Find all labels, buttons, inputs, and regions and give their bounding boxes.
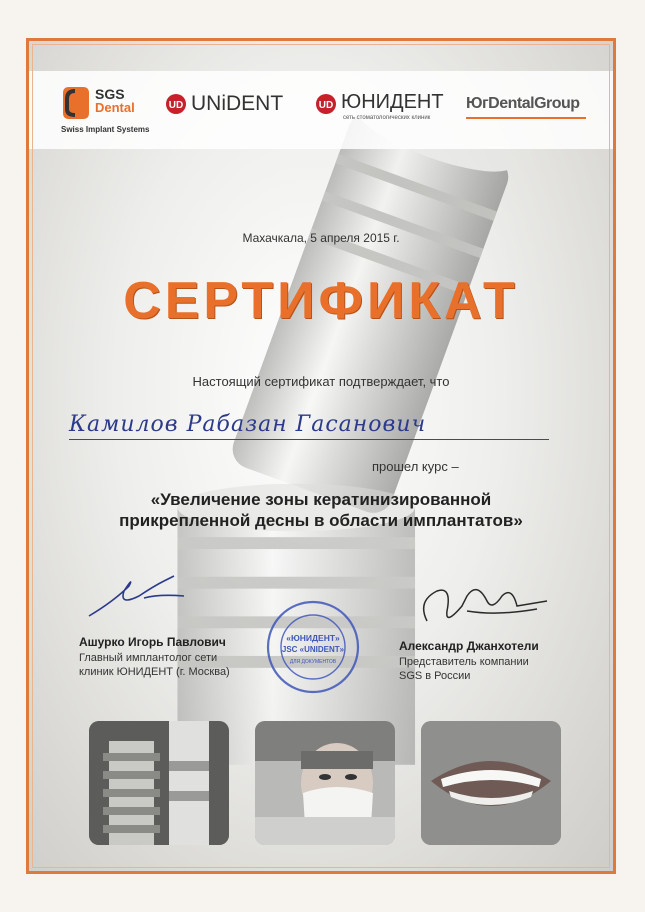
ug-logo-underline bbox=[466, 117, 586, 119]
smile-photo bbox=[421, 721, 561, 845]
sgs-text: SGS bbox=[95, 86, 125, 102]
left-signature-image bbox=[84, 566, 194, 626]
unident-latin-logo bbox=[165, 92, 284, 120]
confirms-text: Настоящий сертификат подтверждает, что bbox=[192, 374, 450, 389]
sgs-dental-logo bbox=[61, 85, 150, 134]
ug-dental-group-logo: ЮгDentalGroup bbox=[466, 95, 580, 112]
recipient-underline bbox=[69, 439, 549, 440]
right-signatory-role-2: SGS в России bbox=[399, 670, 471, 682]
course-title-line1: «Увеличение зоны кератинизированной bbox=[150, 490, 492, 509]
right-signatory-name: Александр Джанхотели bbox=[399, 639, 539, 653]
unident-stamp-image bbox=[265, 599, 361, 695]
course-title bbox=[29, 489, 613, 531]
dental-text: Dental bbox=[95, 100, 135, 115]
implant-closeup-photo bbox=[89, 721, 229, 845]
sgs-tagline: Swiss Implant Systems bbox=[61, 125, 150, 134]
dentist-photo bbox=[255, 721, 395, 845]
sgs-emblem-icon bbox=[61, 85, 91, 121]
unident-cyrillic-text: ЮНИДЕНТ bbox=[341, 91, 444, 113]
certificate-title: СЕРТИФИКАТ bbox=[123, 272, 519, 330]
unident-cyrillic-logo bbox=[315, 91, 444, 121]
left-signatory bbox=[79, 635, 230, 679]
recipient-name: Камилов Рабазан Гасанович bbox=[69, 412, 427, 437]
course-label: прошел курс – bbox=[372, 459, 459, 474]
ud-emblem-icon bbox=[315, 93, 337, 115]
right-signatory-role-1: Представитель компании bbox=[399, 656, 529, 668]
implant-closeup-icon bbox=[89, 721, 229, 845]
left-signatory-name: Ашурко Игорь Павлович bbox=[79, 635, 226, 649]
left-signatory-role-1: Главный имплантолог сети bbox=[79, 652, 218, 664]
svg-text:UD: UD bbox=[168, 100, 184, 111]
svg-text:UD: UD bbox=[318, 100, 334, 111]
course-title-line2: прикрепленной десны в области имплантатов» bbox=[119, 511, 523, 530]
left-signatory-role-2: клиник ЮНИДЕНТ (г. Москва) bbox=[79, 666, 230, 678]
right-signatory bbox=[399, 639, 539, 683]
svg-text:JSC «UNIDENT»: JSC «UNIDENT» bbox=[281, 645, 345, 654]
unident-latin-text: UNiDENT bbox=[191, 92, 284, 115]
smile-teeth-icon bbox=[421, 721, 561, 845]
date-place: Махачкала, 5 апреля 2015 г. bbox=[242, 231, 400, 245]
right-signature-image bbox=[407, 571, 557, 641]
certificate-frame bbox=[26, 38, 616, 874]
svg-text:ДЛЯ ДОКУМЕНТОВ: ДЛЯ ДОКУМЕНТОВ bbox=[289, 659, 337, 665]
unident-subtitle: сеть стоматологических клиник bbox=[343, 115, 431, 121]
ud-emblem-icon bbox=[165, 93, 187, 115]
svg-text:«ЮНИДЕНТ»: «ЮНИДЕНТ» bbox=[286, 633, 340, 643]
dentist-with-mask-icon bbox=[255, 721, 395, 845]
